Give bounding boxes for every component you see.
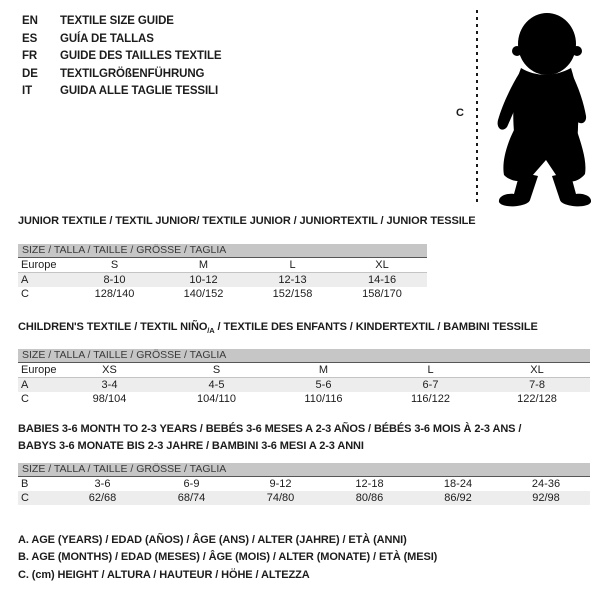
children-section-title xyxy=(18,321,538,335)
cell: L xyxy=(248,258,337,273)
note-a: A. AGE (YEARS) / EDAD (AÑOS) / ÂGE (ANS) / ALTER (JAHRE) / ETÀ (ANNI) xyxy=(18,534,407,546)
language-list xyxy=(22,13,222,101)
cell: 8-10 xyxy=(70,273,159,288)
junior-section-title: JUNIOR TEXTILE / TEXTIL JUNIOR/ TEXTILE JUNIOR / JUNIORTEXTIL / JUNIOR TESSILE xyxy=(18,215,476,227)
toddler-silhouette-figure xyxy=(444,4,594,210)
cell: 3-4 xyxy=(56,378,163,393)
cell: 4-5 xyxy=(163,378,270,393)
cell: 140/152 xyxy=(183,288,224,300)
cell: 104/110 xyxy=(197,393,236,405)
cell: 12-13 xyxy=(248,273,337,288)
cell: 7-8 xyxy=(484,378,590,393)
children-size-table xyxy=(18,349,590,406)
row-label: C xyxy=(18,491,58,505)
table-row xyxy=(18,477,590,492)
cell: 68/74 xyxy=(147,491,236,505)
cell: 18-24 xyxy=(443,478,473,490)
height-measure-label: C xyxy=(456,107,464,119)
babies-title-line2: BABYS 3-6 MONATE BIS 2-3 JAHRE / BAMBINI 3-6 MESI A 2-3 ANNI xyxy=(18,439,364,452)
size-header-label: SIZE / TALLA / TAILLE / GRÖSSE / TAGLIA xyxy=(18,463,590,477)
language-code: FR xyxy=(22,50,38,62)
babies-section-title xyxy=(18,421,521,454)
children-title-prefix: CHILDREN'S TEXTILE / TEXTIL NIÑO xyxy=(18,321,208,333)
cell: 152/158 xyxy=(272,288,313,300)
cell: 74/80 xyxy=(236,491,325,505)
language-title: GUIDA ALLE TAGLIE TESSILI xyxy=(60,85,219,97)
cell: 110/116 xyxy=(304,393,343,405)
row-label: C xyxy=(21,393,29,405)
language-row-it xyxy=(22,83,222,101)
language-row-de xyxy=(22,66,222,84)
language-row-en xyxy=(22,13,222,31)
cell: S xyxy=(70,258,159,273)
table-row xyxy=(18,378,590,393)
language-row-es xyxy=(22,31,222,49)
junior-size-table xyxy=(18,244,427,301)
babies-title-line1: BABIES 3-6 MONTH TO 2-3 YEARS / BEBÉS 3-6 MESES A 2-3 AÑOS / BÉBÉS 3-6 MOIS À 2-3 ANS / xyxy=(18,423,522,435)
row-label: B xyxy=(21,478,29,490)
table-row xyxy=(18,491,590,505)
table-row xyxy=(18,273,427,288)
cell: 12-18 xyxy=(355,478,384,490)
cell: 128/140 xyxy=(94,288,135,300)
babies-size-table xyxy=(18,463,590,505)
cell: 24-36 xyxy=(531,478,561,490)
cell: M xyxy=(270,363,377,378)
size-header-bar xyxy=(18,349,590,363)
row-label: A xyxy=(18,378,56,393)
row-label: Europe xyxy=(18,258,70,273)
children-title-suffix: / TEXTILE DES ENFANTS / KINDERTEXTIL / BAMBINI TESSILE xyxy=(214,321,538,333)
language-code: IT xyxy=(22,85,33,97)
language-title: TEXTILGRÖßENFÜHRUNG xyxy=(60,67,205,80)
note-b: B. AGE (MONTHS) / EDAD (MESES) / ÂGE (MOIS) / ALTER (MONATE) / ETÀ (MESI) xyxy=(18,551,438,564)
cell: 6-9 xyxy=(183,478,200,490)
cell: 5-6 xyxy=(270,378,377,393)
cell: 62/68 xyxy=(58,491,147,505)
cell: 92/98 xyxy=(502,491,590,505)
table-row xyxy=(18,287,427,301)
cell: 6-7 xyxy=(377,378,484,393)
cell: 122/128 xyxy=(517,393,557,405)
toddler-silhouette xyxy=(498,13,591,206)
language-title: GUIDE DES TAILLES TEXTILE xyxy=(60,50,222,62)
size-header-label: SIZE / TALLA / TAILLE / GRÖSSE / TAGLIA xyxy=(18,244,427,258)
cell: 3-6 xyxy=(94,478,111,490)
cell: M xyxy=(159,258,248,273)
language-row-fr xyxy=(22,48,222,66)
cell: 14-16 xyxy=(337,273,427,288)
cell: L xyxy=(377,363,484,378)
children-title-subscript: /A xyxy=(207,326,215,336)
size-header-label: SIZE / TALLA / TAILLE / GRÖSSE / TAGLIA xyxy=(18,349,590,363)
row-label: A xyxy=(18,273,70,288)
cell: 158/170 xyxy=(362,288,402,300)
size-header-bar xyxy=(18,244,427,258)
language-code: ES xyxy=(22,32,38,45)
table-row xyxy=(18,258,427,273)
note-c: C. (cm) HEIGHT / ALTURA / HAUTEUR / HÖHE / ALTEZZA xyxy=(18,568,310,581)
cell: S xyxy=(163,363,270,378)
language-code: EN xyxy=(22,15,38,27)
language-code: DE xyxy=(22,67,38,80)
size-header-bar xyxy=(18,463,590,477)
cell: 98/104 xyxy=(92,393,127,405)
table-row xyxy=(18,392,590,406)
row-label: Europe xyxy=(18,363,56,378)
cell: 116/122 xyxy=(411,393,450,405)
table-row xyxy=(18,363,590,378)
row-label: C xyxy=(21,288,29,300)
legend-notes xyxy=(18,532,437,584)
cell: XS xyxy=(56,363,163,378)
cell: XL xyxy=(337,258,427,273)
cell: 9-12 xyxy=(269,478,292,490)
language-title: TEXTILE SIZE GUIDE xyxy=(60,15,174,27)
language-title: GUÍA DE TALLAS xyxy=(60,32,154,45)
cell: XL xyxy=(484,363,590,378)
cell: 80/86 xyxy=(325,491,414,505)
cell: 10-12 xyxy=(159,273,248,288)
cell: 86/92 xyxy=(414,491,502,505)
